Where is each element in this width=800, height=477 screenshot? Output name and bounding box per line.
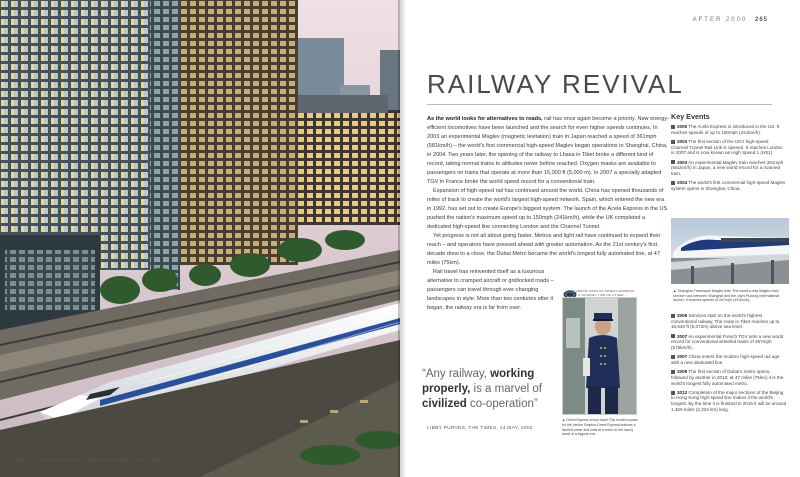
event-text: An experimental French TGV sets a new world record for conventional wheeled trains of 357mph (575km/h). bbox=[671, 333, 784, 351]
event-text: Completion of the major sections of the Beijing to Hong Kong high-speed line makes it the world's longest. By the time it is finished in 2015 it will be around 1,450 miles (2,334 km) long. bbox=[671, 389, 787, 412]
pull-quote bbox=[422, 367, 562, 412]
poster-caption: ▲ Orient Express luxury travel This modern poster for the Venice Simplon-Orient Express features a liveried porter and hints at a return to the luxury travel of a bygone era. bbox=[562, 418, 639, 437]
title-rule bbox=[427, 104, 772, 105]
key-events-sidebar-bottom bbox=[671, 313, 788, 416]
event-year: 2009 bbox=[677, 369, 688, 375]
event-text: The Acela Express is introduced in the US. It reaches speeds of up to 150mph (241km/h). bbox=[671, 124, 780, 135]
key-event-item bbox=[671, 160, 786, 177]
square-bullet-icon bbox=[671, 391, 675, 395]
event-year: 2012 bbox=[677, 389, 688, 395]
event-text: Services start on the world's highest conventional railway. The route in Tibet reaches up to 16,640 ft (5,072m) above sea level. bbox=[671, 313, 780, 330]
quote-bold-2: civilized bbox=[422, 398, 467, 410]
photo-caption: ▲ A “Bullet Train” speeds through a district of high-rise office blocks in Tokyo, Japan bbox=[7, 457, 163, 462]
square-bullet-icon bbox=[671, 334, 675, 338]
quote-open: “Any railway, bbox=[422, 368, 491, 380]
event-year: 2003 bbox=[677, 159, 688, 165]
key-event-item bbox=[671, 334, 788, 351]
quote-bold-1: working properly, bbox=[422, 368, 535, 395]
porter-illustration bbox=[563, 298, 637, 415]
right-page bbox=[400, 0, 800, 477]
paragraph-2: Expansion of high-speed rail has continued around the world. China has opened thousands of miles of track to create the world's largest high-speed network. Spain, which entered the new era in 1992, has set out to create Europe's biggest system. The launch of the Acela Express in the US pushed the nation's maximum speed up to 150mph (241km/h), while the UK completed a dedicated high-speed line connecting London and the Channel Tunnel. bbox=[427, 188, 668, 230]
key-events-list-bottom bbox=[671, 313, 788, 413]
orient-express-poster-photo bbox=[562, 297, 637, 415]
square-bullet-icon bbox=[671, 370, 675, 374]
paragraph-1 bbox=[427, 115, 670, 187]
key-event-item bbox=[671, 180, 786, 191]
page-title: RAILWAY REVIVAL bbox=[427, 69, 684, 99]
key-events-list-top bbox=[671, 124, 786, 192]
poster-label: THE VENICE SIMPLON-ORIENT-EXPRESS A JOURNEY LIKE NO OTHER bbox=[567, 289, 635, 297]
square-bullet-icon bbox=[671, 140, 675, 144]
square-bullet-icon bbox=[671, 314, 675, 318]
event-year: 2007 bbox=[677, 354, 688, 360]
event-text: The world's first commercial high-speed Maglev system opens in Shanghai, China. bbox=[671, 180, 786, 191]
key-event-item bbox=[671, 313, 788, 330]
event-text: An experimental Maglev train reaches 361mph (581km/h) in Japan, a new world record for a manned train. bbox=[671, 159, 784, 176]
maglev-illustration bbox=[671, 218, 789, 284]
page-number: 265 bbox=[754, 17, 768, 23]
paragraph-3-text: Yet progress is not all about going faster. Metros and light rail have continued to expand their reach – and operators have pressed ahead with greater automation. As the 21st century's first decade drew to a close, the Dubai Metro became the world's longest fully automated line, at 47 miles (75km). bbox=[427, 233, 661, 266]
quote-mid: is a marvel of bbox=[470, 383, 542, 395]
event-text: The first section of Dubai's metro opens, followed by another in 2010; at 47 miles (75km) it is the world's longest fully automated metro. bbox=[671, 369, 784, 386]
square-bullet-icon bbox=[671, 125, 675, 129]
quote-credit: LIBBY PURVES, THE TIMES, 14 MAY, 2002 bbox=[427, 426, 533, 431]
square-bullet-icon bbox=[671, 181, 675, 185]
key-event-item bbox=[671, 124, 786, 135]
body-text bbox=[427, 115, 670, 313]
maglev-caption: ▲ Shanghai Transrapid Maglev train The world's only Maglev train service runs between Shanghai and the city's Pudong International Airport. It reaches speeds of 267mph (431km/h). bbox=[673, 289, 780, 303]
key-event-item bbox=[671, 354, 788, 365]
key-event-item bbox=[671, 139, 786, 156]
event-text: China enters the modern high-speed rail age with a new dedicated line. bbox=[671, 354, 780, 365]
square-bullet-icon bbox=[671, 160, 675, 164]
key-event-item bbox=[671, 390, 788, 413]
paragraph-3 bbox=[427, 232, 670, 268]
key-events-title: Key Events bbox=[671, 112, 710, 121]
event-year: 2006 bbox=[677, 313, 688, 318]
quote-end: co-operation” bbox=[466, 398, 538, 410]
square-bullet-icon bbox=[671, 355, 675, 359]
event-year: 2000 bbox=[677, 124, 688, 129]
event-text: The first section of the UK's high-speed Channel Tunnel Rail Link is opened. It reaches London in 2007 and is now known as High Speed 1 (HS1). bbox=[671, 138, 783, 156]
paragraph-4: Rail travel has reinvented itself as a luxurious alternative to cramped aircraft or gridlocked roads – passengers can travel through ever-changing landscapes in style. More than two centuries after it began, the railway era is far from over. bbox=[427, 269, 554, 311]
maglev-train-photo bbox=[671, 218, 789, 284]
key-events-sidebar bbox=[671, 112, 786, 195]
running-head bbox=[693, 17, 768, 23]
event-year: 2007 bbox=[677, 333, 688, 339]
key-event-item bbox=[671, 369, 788, 386]
paragraph-1-text: rail has once again become a priority. New energy-efficient locomotives have been launched and the search for even higher speeds continues. In 2003 an experimental Maglev (magnetic levitation) train in Japan reached a speed of 361mph (581km/h) – the world's first commercial high-speed Maglev began operations in Shanghai, China, in 2004. Two years later, the opening of the railway to Lhasa in Tibet broke a different kind of record, taking normal trains to altitudes never before reached. Oxygen masks are available to passengers on trains that operate at more than 16,000 ft (5,000 m). In 2007 a specially adapted TGV in France broke the world speed record for a conventional train. bbox=[427, 116, 669, 185]
lead-in: As the world looks for alternatives to roads, bbox=[427, 116, 543, 122]
section-name: AFTER 2000 bbox=[692, 17, 748, 23]
event-year: 2004 bbox=[677, 180, 688, 186]
event-year: 2003 bbox=[677, 138, 688, 144]
